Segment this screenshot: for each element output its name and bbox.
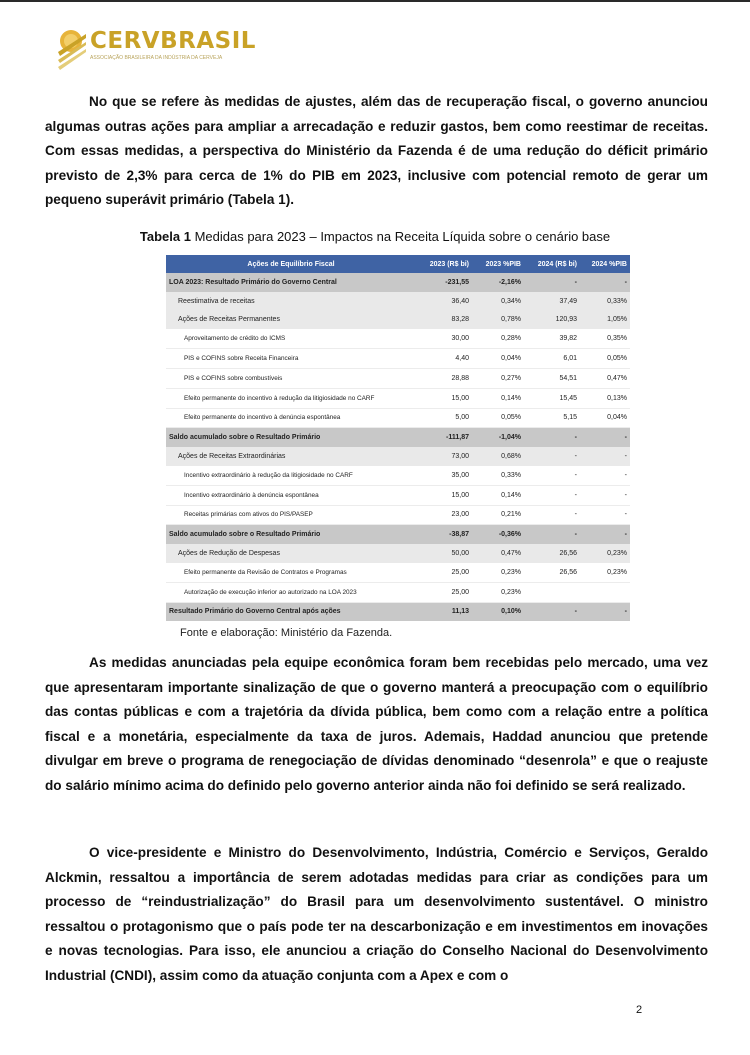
table-cell-value: 0,14% — [472, 485, 524, 505]
table-cell-value: 0,23% — [472, 563, 524, 582]
table-row-label: Saldo acumulado sobre o Resultado Primário — [166, 525, 416, 544]
table-row — [166, 563, 630, 582]
logo-emblem-icon — [56, 22, 90, 74]
table-cell-value: -2,16% — [472, 273, 524, 292]
table-cell-value: - — [524, 447, 580, 466]
table-cell-value: 37,49 — [524, 292, 580, 311]
table-header-cell: 2023 %PIB — [472, 255, 524, 273]
table-cell-value: - — [580, 273, 630, 292]
table-row-label: Incentivo extraordinário à denúncia espontânea — [166, 485, 416, 505]
table-row-label: PIS e COFINS sobre Receita Financeira — [166, 349, 416, 369]
table-cell-value: 26,56 — [524, 544, 580, 563]
table-row-label: Incentivo extraordinário à redução da litigiosidade no CARF — [166, 466, 416, 485]
table-header-cell: 2023 (R$ bi) — [416, 255, 472, 273]
table-cell-value: 4,40 — [416, 349, 472, 369]
table-cell-value: 39,82 — [524, 329, 580, 348]
table-cell-value — [580, 582, 630, 602]
table-cell-value: 1,05% — [580, 311, 630, 330]
table-cell-value: - — [524, 466, 580, 485]
table-cell-value: 0,27% — [472, 368, 524, 388]
table-cell-value: 0,10% — [472, 602, 524, 621]
table-cell-value: - — [580, 485, 630, 505]
table-cell-value: 28,88 — [416, 368, 472, 388]
table-row-label: Ações de Redução de Despesas — [166, 544, 416, 563]
table-row-label: Ações de Receitas Permanentes — [166, 311, 416, 330]
table-cell-value: 25,00 — [416, 582, 472, 602]
table-cell-value: -1,04% — [472, 428, 524, 447]
table-cell-value: 0,04% — [472, 349, 524, 369]
table-cell-value: - — [580, 525, 630, 544]
table-row-label: LOA 2023: Resultado Primário do Governo Central — [166, 273, 416, 292]
table-cell-value: 0,33% — [580, 292, 630, 311]
table-row — [166, 505, 630, 525]
table-cell-value: - — [524, 485, 580, 505]
table-cell-value: 0,47% — [472, 544, 524, 563]
table-summary-row — [166, 602, 630, 621]
table-row-label: Receitas primárias com ativos do PIS/PASEP — [166, 505, 416, 525]
table-row — [166, 311, 630, 330]
cervbrasil-logo — [56, 22, 256, 74]
table-cell-value: 0,78% — [472, 311, 524, 330]
table-body — [166, 273, 630, 621]
table-row — [166, 544, 630, 563]
paragraph-2: As medidas anunciadas pela equipe econômica foram bem recebidas pelo mercado, uma vez que apresentaram importante sinalização de que o governo manterá a preocupação com o equilíbrio das contas públicas e com a trajetória da dívida pública, bem como com a relação entre a política fiscal e a monetária, especialmente da taxa de juros. Ademais, Haddad anunciou que pretende divulgar em breve o programa de renegociação de dívidas denominado “desenrola” e que o reajuste do salário mínimo acima do definido pelo governo anterior ainda não foi definido se será realizado. — [45, 655, 708, 793]
table-summary-row — [166, 273, 630, 292]
table-cell-value: 0,35% — [580, 329, 630, 348]
table-cell-value: 0,34% — [472, 292, 524, 311]
table-cell-value: - — [524, 273, 580, 292]
table-row — [166, 466, 630, 485]
table-row — [166, 329, 630, 348]
table-cell-value: 0,23% — [580, 544, 630, 563]
table-cell-value: 15,00 — [416, 388, 472, 408]
table-cell-value: 0,04% — [580, 408, 630, 428]
paragraph-3: O vice-presidente e Ministro do Desenvolvimento, Indústria, Comércio e Serviços, Geraldo Alckmin, ressaltou a importância de serem adotadas medidas para criar as condições para um processo de “reindustrialização” do Brasil para um desenvolvimento sustentável. O ministro ressaltou o protagonismo que o país pode ter na descarbonização e em investimentos em inovações e novas tecnologias. Para isso, ele anunciou a criação do Conselho Nacional do Desenvolvimento Industrial (CNDI), assim como da atuação conjunta com a Apex e com o — [45, 845, 708, 983]
table-cell-value: 15,00 — [416, 485, 472, 505]
table-cell-value: 36,40 — [416, 292, 472, 311]
table-cell-value: -38,87 — [416, 525, 472, 544]
table-cell-value: 83,28 — [416, 311, 472, 330]
table-cell-value: 0,33% — [472, 466, 524, 485]
table-cell-value: 0,13% — [580, 388, 630, 408]
table-cell-value: - — [580, 466, 630, 485]
table-cell-value: 6,01 — [524, 349, 580, 369]
table-row — [166, 368, 630, 388]
table-cell-value: -0,36% — [472, 525, 524, 544]
page-number: 2 — [636, 1004, 643, 1016]
fiscal-measures-table — [166, 255, 630, 621]
table-cell-value: 0,14% — [472, 388, 524, 408]
table-cell-value — [524, 582, 580, 602]
table-caption — [0, 229, 750, 244]
logo-subtitle: ASSOCIAÇÃO BRASILEIRA DA INDÚSTRIA DA CERVEJA — [90, 55, 223, 61]
table-cell-value: 0,21% — [472, 505, 524, 525]
table-row — [166, 388, 630, 408]
table-source: Fonte e elaboração: Ministério da Fazenda. — [180, 627, 393, 639]
table-cell-value: 26,56 — [524, 563, 580, 582]
logo-wordmark: CERVBRASIL — [90, 28, 256, 54]
table-cell-value: - — [524, 602, 580, 621]
table-header-cell: 2024 %PIB — [580, 255, 630, 273]
table-header-cell: 2024 (R$ bi) — [524, 255, 580, 273]
paragraph-1: No que se refere às medidas de ajustes, além das de recuperação fiscal, o governo anunciou algumas outras ações para ampliar a arrecadação e reduzir gastos, bem como reestimar de receitas. Com essas medidas, a perspectiva do Ministério da Fazenda é de uma redução do déficit primário previsto de 2,3% para cerca de 1% do PIB em 2023, inclusive com potencial remoto de gerar um pequeno superávit primário (Tabela 1). — [45, 94, 708, 207]
table-cell-value: 0,23% — [472, 582, 524, 602]
table-caption-text: Medidas para 2023 – Impactos na Receita Líquida sobre o cenário base — [190, 229, 611, 244]
table-cell-value: 0,68% — [472, 447, 524, 466]
table-cell-value: - — [580, 505, 630, 525]
table-row-label: Efeito permanente do incentivo à denúncia espontânea — [166, 408, 416, 428]
table-cell-value: 15,45 — [524, 388, 580, 408]
table-cell-value: 23,00 — [416, 505, 472, 525]
table-cell-value: -111,87 — [416, 428, 472, 447]
table-cell-value: 0,23% — [580, 563, 630, 582]
table-cell-value: 73,00 — [416, 447, 472, 466]
table-row-label: Autorização de execução inferior ao autorizado na LOA 2023 — [166, 582, 416, 602]
table-cell-value: 30,00 — [416, 329, 472, 348]
table-cell-value: 50,00 — [416, 544, 472, 563]
table-cell-value: 0,28% — [472, 329, 524, 348]
table-cell-value: -231,55 — [416, 273, 472, 292]
table-cell-value: 0,05% — [472, 408, 524, 428]
table-cell-value: 5,15 — [524, 408, 580, 428]
table-cell-value: - — [524, 505, 580, 525]
table-row-label: PIS e COFINS sobre combustíveis — [166, 368, 416, 388]
table-cell-value: - — [524, 525, 580, 544]
table-cell-value: 5,00 — [416, 408, 472, 428]
table-cell-value: - — [580, 428, 630, 447]
table-cell-value: - — [524, 428, 580, 447]
table-cell-value: 11,13 — [416, 602, 472, 621]
table-caption-label: Tabela 1 — [139, 229, 191, 244]
table-header-row — [166, 255, 630, 273]
table-row-label: Saldo acumulado sobre o Resultado Primário — [166, 428, 416, 447]
table-summary-row — [166, 525, 630, 544]
table-cell-value: 120,93 — [524, 311, 580, 330]
table-header-cell: Ações de Equilíbrio Fiscal — [166, 255, 416, 273]
table-summary-row — [166, 428, 630, 447]
table-cell-value: 0,05% — [580, 349, 630, 369]
table-row — [166, 582, 630, 602]
table-row — [166, 485, 630, 505]
table-row — [166, 408, 630, 428]
table-cell-value: 25,00 — [416, 563, 472, 582]
table-row-label: Efeito permanente do incentivo à redução da litigiosidade no CARF — [166, 388, 416, 408]
table-row — [166, 447, 630, 466]
table-row — [166, 349, 630, 369]
table-cell-value: 35,00 — [416, 466, 472, 485]
table-row — [166, 292, 630, 311]
table-cell-value: 54,51 — [524, 368, 580, 388]
table-row-label: Ações de Receitas Extraordinárias — [166, 447, 416, 466]
table-cell-value: - — [580, 602, 630, 621]
table-cell-value: 0,47% — [580, 368, 630, 388]
table-row-label: Reestimativa de receitas — [166, 292, 416, 311]
table-cell-value: - — [580, 447, 630, 466]
table-row-label: Aproveitamento de crédito do ICMS — [166, 329, 416, 348]
table-row-label: Efeito permanente da Revisão de Contratos e Programas — [166, 563, 416, 582]
top-border — [0, 0, 750, 2]
table-row-label: Resultado Primário do Governo Central após ações — [166, 602, 416, 621]
